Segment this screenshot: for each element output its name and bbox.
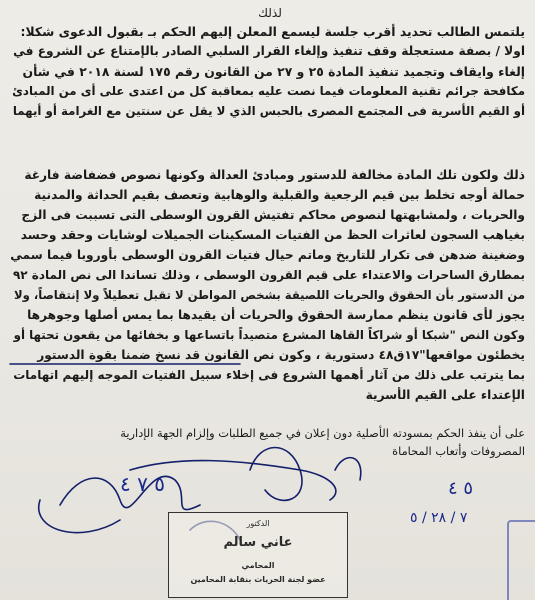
seal-stamp	[507, 520, 535, 600]
text-line: من الدستور بأن الحقوق والحريات اللصيقة بشخص المواطن لا تقبل تعطيلاً ولا إنتقاصاً، ولا	[13, 288, 525, 302]
text-line: مكافحة جرائم تقنية المعلومات فيما نصت عليه بمعاقبة كل من اعتدى على أى من المبادئ	[12, 84, 525, 98]
heading: لذلك	[258, 6, 282, 20]
text-line: والحريات ، ولمشابهتها لنصوص محاكم تفتيش القرون الوسطى التى تسببت فى الزج	[21, 208, 525, 222]
text-line: اولا / بصفة مستعجلة وقف تنفيذ وإلغاء القرار السلبي الصادر بالإمتناع عن الشروع في	[13, 44, 525, 58]
text-line: وكون النص "شبكا أو شراكاً القاها المشرع متصيداً باتساعها و بخفائها من يقعون تحتها أو	[13, 328, 525, 342]
stamp-title: الدكتور	[246, 519, 270, 528]
text-line: يخطئون مواقعها"١٧ق٤٨ دستورية ، وكون نص القانون قد نسخ ضمنا بقوة الدستور	[37, 348, 525, 362]
stamp-name: عاني سالم	[223, 535, 293, 550]
text-line: يجوز لأى قانون ينظم ممارسة الحقوق والحريات أن يقيدها بما يمس أصلها وجوهرها	[27, 308, 525, 322]
stamp-role: المحامي	[241, 561, 275, 570]
text-line: وضغينة ضدهن فى تكرار للتاريخ وماتم حيال فتيات القرون الوسطى بأوروبا فيما سمي	[10, 248, 525, 262]
text-line: حمالة أوجه تخلط بين قيم الرجعية والقبلية والوهابية وتعصف بقيم الحداثة والمدنية	[34, 188, 525, 202]
text-line: المصروفات وأتعاب المحاماة	[392, 444, 525, 458]
signature-stroke	[335, 458, 361, 480]
signature-stroke	[250, 448, 302, 501]
text-line: بغياهب السجون لعاثرات الحظ من الفتيات المسكينات الجميلات لوشايات وحقد وحسد	[20, 228, 525, 242]
text-line: يلتمس الطالب تحديد أقرب جلسة ليسمع المعلن إليهم الحكم بـ بقبول الدعوى شكلا:	[20, 24, 525, 39]
stamp-member: عضو لجنة الحريات بنقابة المحامين	[190, 575, 326, 584]
handwritten-number: ٥ ٧ ٤	[120, 472, 165, 496]
text-line: أو القيم الأسرية فى المجتمع المصرى بالحبس الذي لا يقل عن سنتين مع الغرامة أو أيهما	[12, 104, 525, 118]
text-line: ذلك ولكون تلك المادة مخالفة للدستور ومبادئ العدالة وكونها نصوص فضفاضة فارغة	[24, 168, 525, 182]
text-line: بمطارق الساحرات والاعتداء على قيم القرون الوسطى ، وذلك تساندا الى نص المادة ٩٢	[12, 268, 525, 282]
text-line: إلغاء وايقاف وتجميد تنفيذ المادة ٢٥ و ٢٧ من القانون رقم ١٧٥ لسنة ٢٠١٨ في شأن	[22, 64, 525, 79]
lawyer-stamp	[168, 512, 348, 598]
text-line: بما يترتب على ذلك من آثار أهمها الشروع فى إخلاء سبيل الفتيات الموجه إليهم اتهامات	[13, 368, 525, 382]
handwritten-date: ٧ / ٢٨ / ٥	[410, 510, 468, 526]
text-line: على أن ينفذ الحكم بمسودته الأصلية دون إعلان في جميع الطلبات وإلزام الجهة الإدارية	[120, 426, 525, 440]
text-line: الإعتداء على القيم الأسرية	[365, 388, 525, 402]
handwritten-number: ٥ ٤	[448, 478, 474, 499]
signature-stroke	[39, 500, 120, 533]
